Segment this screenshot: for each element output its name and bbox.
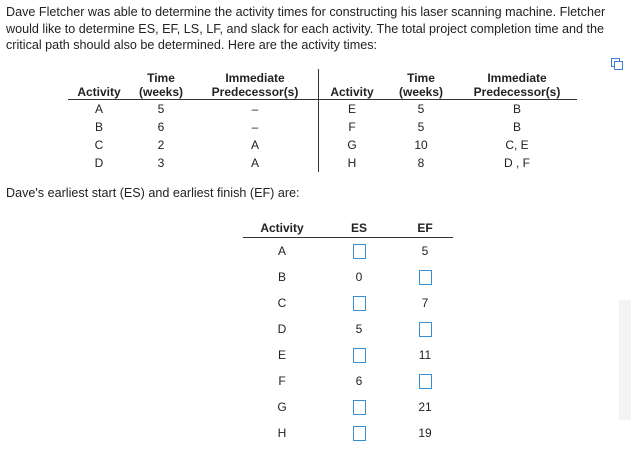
- activity-cell: E: [319, 100, 386, 119]
- header-es: ES: [321, 220, 397, 238]
- activity-cell: H: [319, 154, 386, 172]
- ef-cell: [397, 316, 453, 342]
- es-cell: [321, 342, 397, 368]
- activity-cell: F: [319, 118, 386, 136]
- ef-cell: 19: [418, 426, 432, 440]
- table-row: [243, 420, 453, 446]
- time-cell: 5: [157, 102, 165, 116]
- activity-cell: C: [94, 138, 104, 152]
- time-cell: 3: [157, 156, 165, 170]
- predecessor-cell: D , F: [504, 156, 530, 170]
- es-cell: [321, 420, 397, 446]
- activity-cell: D: [277, 322, 287, 336]
- es-answer-input[interactable]: [353, 400, 366, 415]
- es-cell: [321, 238, 397, 265]
- predecessor-cell: A: [250, 138, 259, 152]
- table-row: [68, 100, 577, 119]
- time-cell: 5: [417, 102, 425, 116]
- table-row: [243, 342, 453, 368]
- header-ef: EF: [397, 220, 453, 238]
- es-answer-input[interactable]: [353, 244, 366, 259]
- activity-cell: F: [278, 374, 286, 388]
- es-cell: 6: [355, 374, 363, 388]
- es-answer-input[interactable]: [353, 296, 366, 311]
- table-row: [243, 264, 453, 290]
- time-cell: 6: [157, 120, 165, 134]
- es-cell: [321, 394, 397, 420]
- predecessor-cell: –: [251, 102, 259, 116]
- es-cell: [321, 290, 397, 316]
- es-ef-table: [243, 220, 453, 446]
- header-time: Time (weeks): [130, 69, 192, 100]
- predecessor-cell: A: [250, 156, 259, 170]
- time-cell: 5: [417, 120, 425, 134]
- activity-times-table: [68, 69, 577, 172]
- table-row: [68, 154, 577, 172]
- predecessor-cell: C, E: [505, 138, 529, 152]
- header-predecessors-2: Immediate Predecessor(s): [457, 69, 577, 100]
- activity-cell: G: [319, 136, 386, 154]
- time-cell: 2: [157, 138, 165, 152]
- ef-cell: 5: [421, 244, 429, 258]
- ef-cell: 21: [418, 400, 432, 414]
- activity-cell: H: [277, 426, 287, 440]
- table-row: [68, 118, 577, 136]
- activity-cell: A: [94, 102, 103, 116]
- copy-icon[interactable]: [611, 57, 623, 69]
- table-row: [243, 316, 453, 342]
- activity-cell: D: [94, 156, 104, 170]
- es-ef-caption: Dave's earliest start (ES) and earliest finish (EF) are:: [6, 186, 300, 200]
- predecessor-cell: –: [251, 120, 259, 134]
- header-activity: Activity: [243, 220, 321, 238]
- es-answer-input[interactable]: [353, 348, 366, 363]
- header-activity-2: Activity: [319, 69, 386, 100]
- table-row: [243, 394, 453, 420]
- es-cell: 0: [355, 270, 363, 284]
- problem-statement: Dave Fletcher was able to determine the activity times for constructing his laser scanning machine. Fletcher would like to determine ES, EF, LS, LF, and slack for each activity. The total project completion time and the critical path should also be determined. Here are the activity times:: [6, 5, 606, 52]
- predecessor-cell: B: [512, 102, 521, 116]
- scrollbar-track[interactable]: [619, 300, 631, 420]
- ef-cell: [397, 264, 453, 290]
- header-activity: Activity: [68, 69, 130, 100]
- activity-cell: E: [277, 348, 286, 362]
- header-time-2: Time (weeks): [385, 69, 457, 100]
- ef-answer-input[interactable]: [419, 322, 432, 337]
- table-row: [68, 136, 577, 154]
- predecessor-cell: B: [512, 120, 521, 134]
- header-predecessors: Immediate Predecessor(s): [192, 69, 319, 100]
- table-row: [243, 290, 453, 316]
- ef-answer-input[interactable]: [419, 374, 432, 389]
- es-cell: 5: [355, 322, 363, 336]
- activity-cell: C: [277, 296, 287, 310]
- ef-answer-input[interactable]: [419, 270, 432, 285]
- es-ef-header: [243, 220, 453, 238]
- table-row: [243, 238, 453, 265]
- activity-cell: G: [277, 400, 287, 414]
- time-cell: 8: [417, 156, 425, 170]
- ef-cell: [397, 368, 453, 394]
- activity-cell: A: [277, 244, 286, 258]
- activity-cell: B: [277, 270, 286, 284]
- ef-cell: 7: [421, 296, 429, 310]
- ef-cell: 11: [418, 348, 432, 362]
- activity-table-header: [68, 69, 577, 100]
- es-answer-input[interactable]: [353, 426, 366, 441]
- activity-cell: B: [94, 120, 103, 134]
- table-row: [243, 368, 453, 394]
- time-cell: 10: [414, 138, 428, 152]
